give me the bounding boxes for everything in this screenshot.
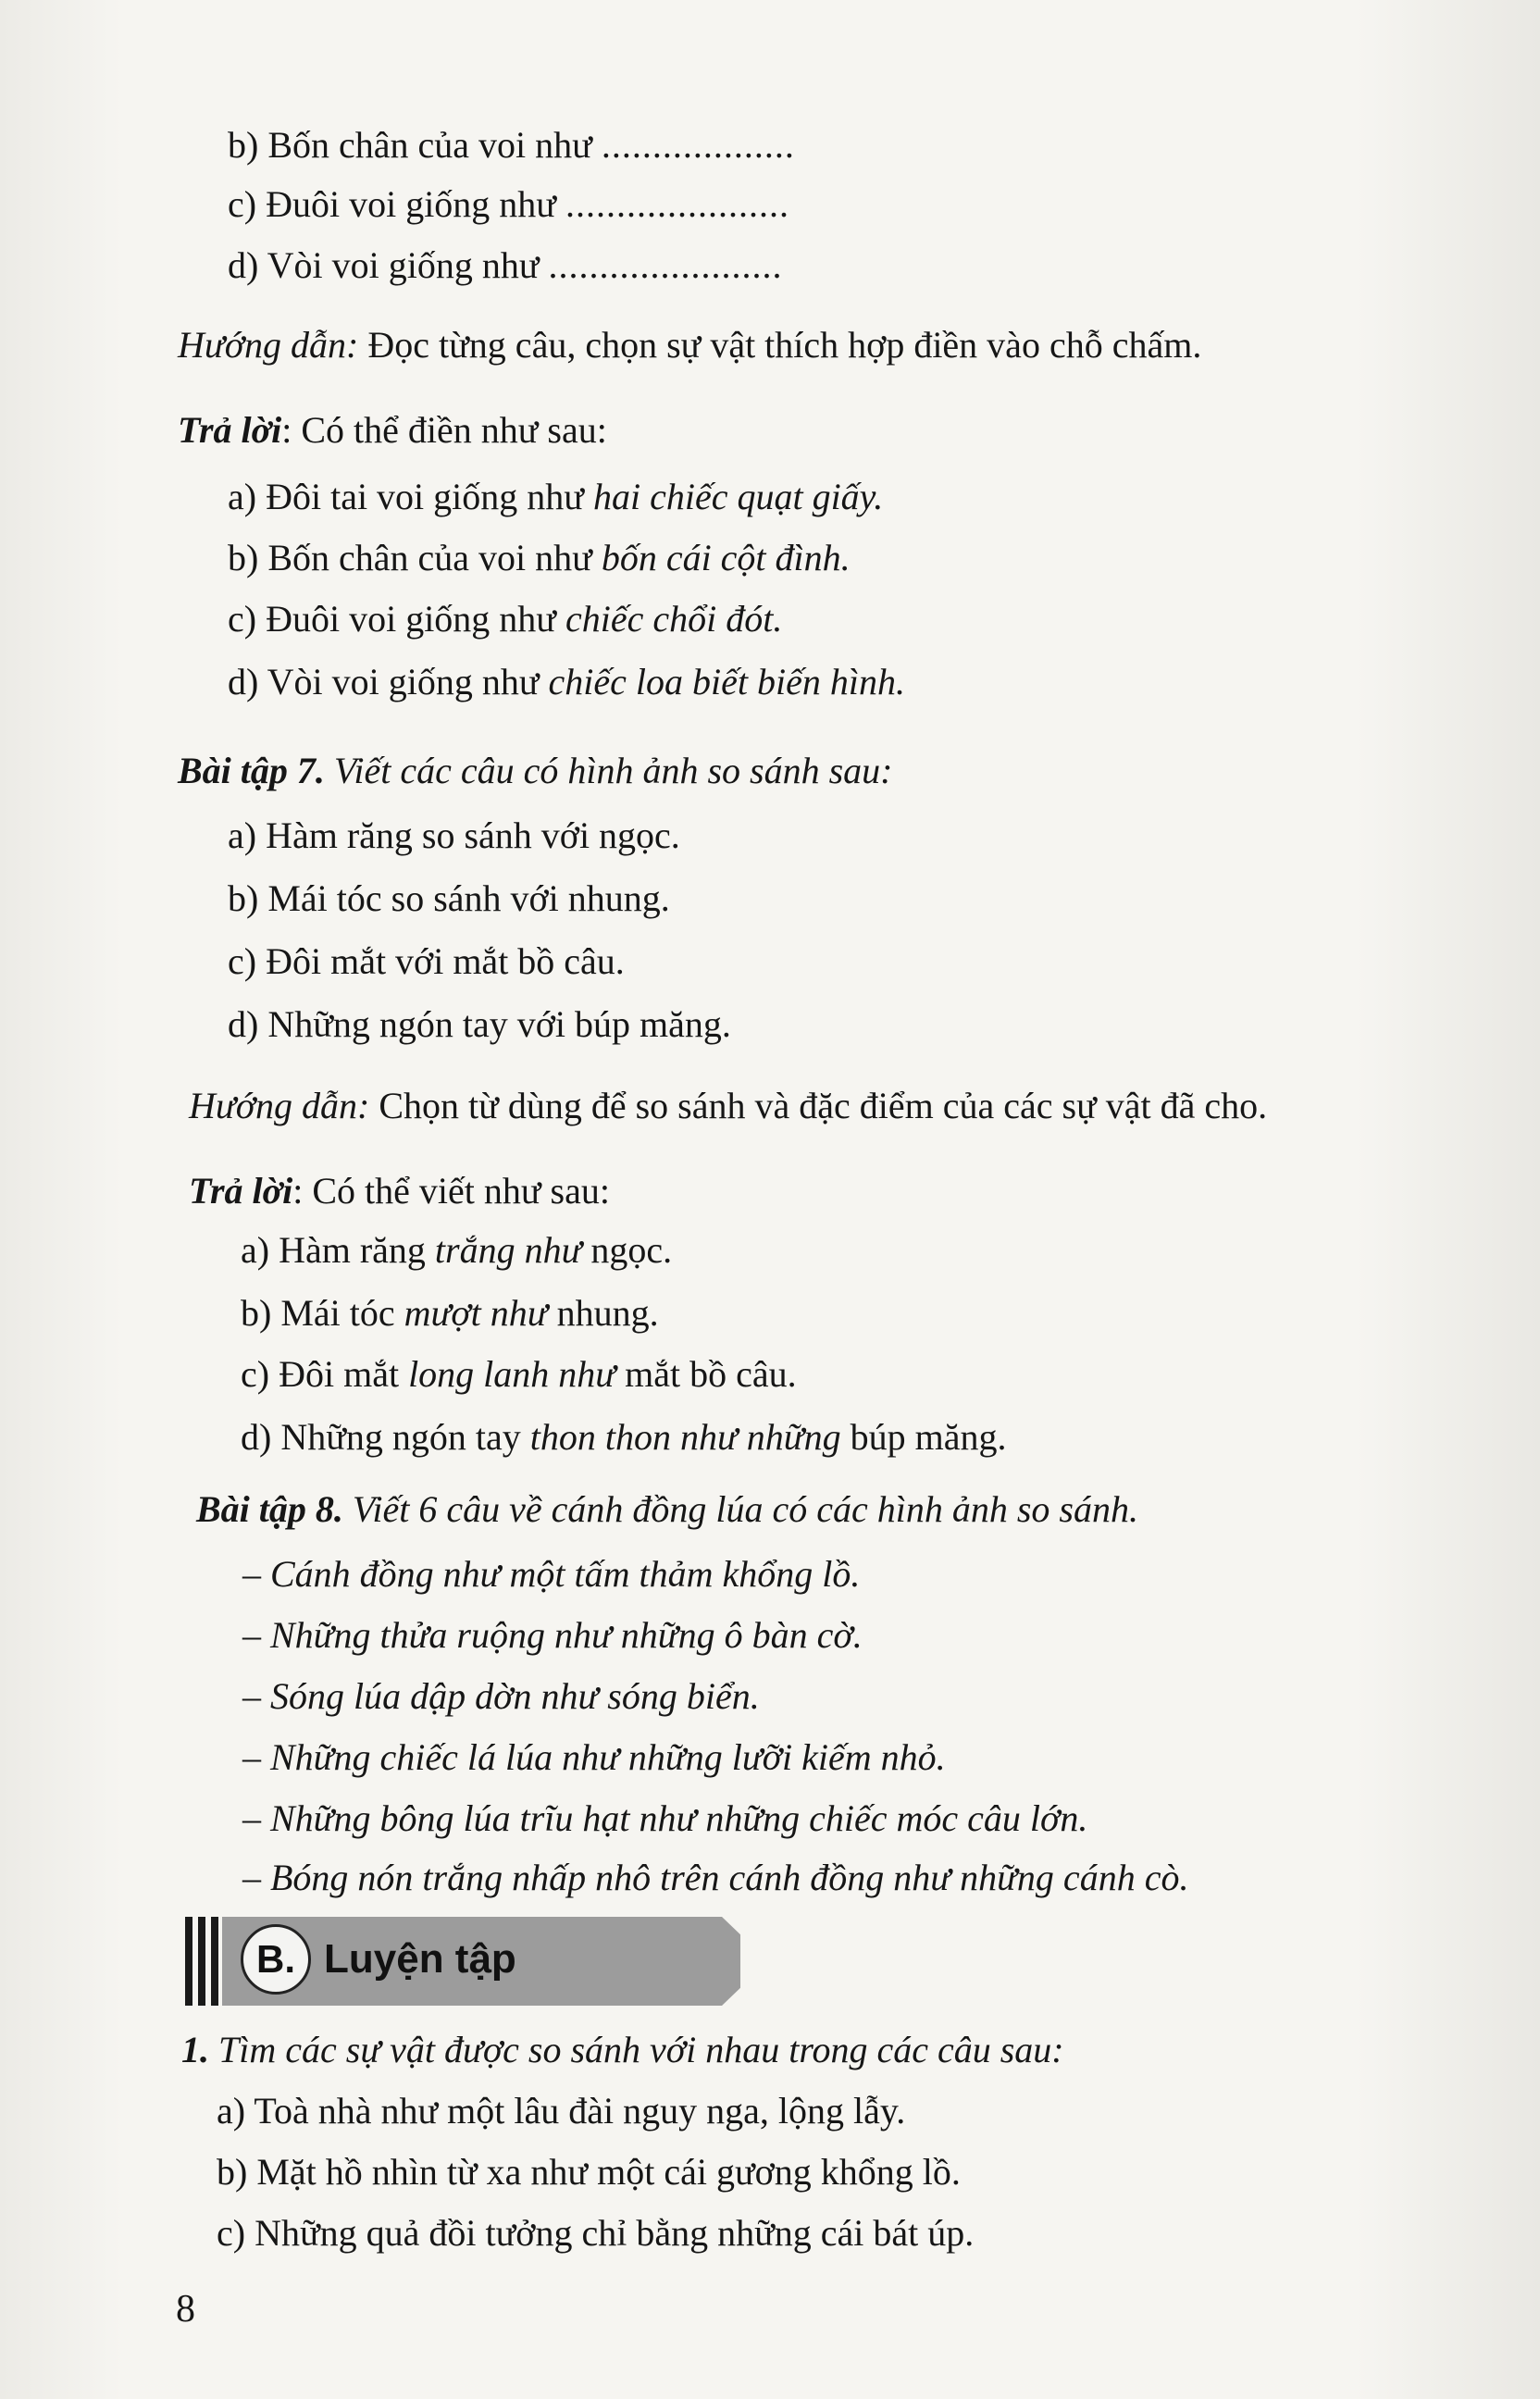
section-title: Luyện tập: [324, 1936, 516, 1982]
practice1-item-a: a) Toà nhà như một lâu đài nguy nga, lộng lẫy.: [217, 2090, 906, 2132]
ex7-answer-d: d) Những ngón tay thon thon như những búp măng.: [241, 1416, 1007, 1458]
ex8-heading: Bài tập 8. Viết 6 câu về cánh đồng lúa có các hình ảnh so sánh.: [196, 1488, 1138, 1530]
ex7-guide: Hướng dẫn: Chọn từ dùng để so sánh và đặc điểm của các sự vật đã cho.: [189, 1085, 1268, 1126]
ex7-answer-b: b) Mái tóc mượt như nhung.: [241, 1292, 659, 1334]
ex7-answer-c: c) Đôi mắt long lanh như mắt bồ câu.: [241, 1353, 797, 1395]
ex7-item-d: d) Những ngón tay với búp măng.: [228, 1003, 731, 1045]
ex7-item-a: a) Hàm răng so sánh với ngọc.: [228, 814, 680, 856]
section-b-banner: [185, 1911, 750, 2013]
item-d-blank: d) Vòi voi giống như .......................: [228, 244, 783, 286]
ex8-item-4: – Những chiếc lá lúa như những lưỡi kiếm nhỏ.: [242, 1736, 946, 1778]
ex8-item-6: – Bóng nón trắng nhấp nhô trên cánh đồng như những cánh cò.: [242, 1857, 1189, 1898]
item-c-blank: c) Đuôi voi giống như ......................: [228, 183, 789, 225]
practice1-item-c: c) Những quả đồi tưởng chỉ bằng những cái bát úp.: [217, 2212, 975, 2254]
ex7-answer-a: a) Hàm răng trắng như ngọc.: [241, 1229, 673, 1271]
ex8-item-5: – Những bông lúa trĩu hạt như những chiếc móc câu lớn.: [242, 1797, 1088, 1839]
ex8-item-1: – Cánh đồng như một tấm thảm khổng lồ.: [242, 1553, 861, 1595]
ex8-item-2: – Những thửa ruộng như những ô bàn cờ.: [242, 1614, 863, 1656]
ex7-item-c: c) Đôi mắt với mắt bồ câu.: [228, 940, 625, 982]
ex6-answer-b: b) Bốn chân của voi như bốn cái cột đình.: [228, 537, 851, 578]
banner-label: [241, 1924, 516, 1995]
ex6-guide: Hướng dẫn: Đọc từng câu, chọn sự vật thích hợp điền vào chỗ chấm.: [178, 324, 1202, 366]
page-number: 8: [176, 2288, 195, 2331]
practice1-item-b: b) Mặt hồ nhìn từ xa như một cái gương khổng lồ.: [217, 2151, 961, 2193]
ex6-answer-a: a) Đôi tai voi giống như hai chiếc quạt giấy.: [228, 476, 884, 517]
ex7-heading: Bài tập 7. Viết các câu có hình ảnh so sánh sau:: [178, 750, 893, 791]
ex6-answer-c: c) Đuôi voi giống như chiếc chổi đót.: [228, 598, 783, 640]
ex7-item-b: b) Mái tóc so sánh với nhung.: [228, 877, 670, 919]
ex8-item-3: – Sóng lúa dập dờn như sóng biển.: [242, 1675, 760, 1717]
ex6-answer-d: d) Vòi voi giống như chiếc loa biết biến hình.: [228, 661, 905, 702]
section-letter-badge: B.: [241, 1924, 311, 1995]
practice1-title: 1. Tìm các sự vật được so sánh với nhau trong các câu sau:: [181, 2029, 1064, 2070]
item-b-blank: b) Bốn chân của voi như ...................: [228, 124, 795, 166]
ex6-answer-heading: Trả lời: Có thể điền như sau:: [178, 409, 607, 451]
practice1-title-rest: Tìm các sự vật được so sánh với nhau trong các câu sau:: [209, 2029, 1064, 2070]
ex7-answer-heading: Trả lời: Có thể viết như sau:: [189, 1170, 610, 1212]
